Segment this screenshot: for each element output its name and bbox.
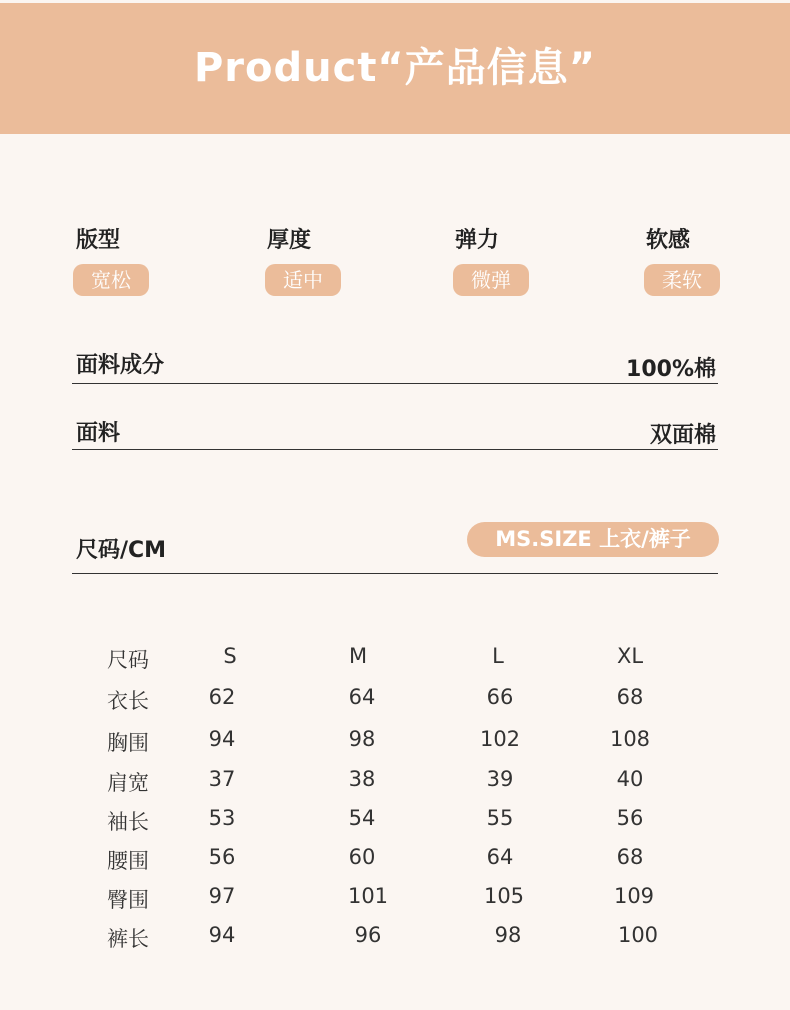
table-cell: 108	[609, 727, 651, 751]
attribute-value-pill: 宽松	[73, 264, 149, 296]
table-row	[0, 845, 790, 879]
table-cell: 98	[494, 923, 522, 947]
table-cell: 96	[354, 923, 382, 947]
table-header-cell: M	[348, 644, 368, 668]
table-row	[0, 767, 790, 801]
table-row	[0, 884, 790, 918]
table-cell: 100	[617, 923, 659, 947]
table-cell: 39	[486, 767, 514, 791]
attribute-elasticity	[455, 226, 575, 296]
composition-value: 100%棉	[626, 357, 716, 382]
table-cell: 56	[208, 845, 236, 869]
table-cell: 62	[208, 685, 236, 709]
table-cell: 94	[208, 727, 236, 751]
table-cell: 裤长	[107, 927, 149, 951]
table-cell: 102	[479, 727, 521, 751]
table-cell: 97	[208, 884, 236, 908]
table-cell: 40	[616, 767, 644, 791]
table-row	[0, 923, 790, 957]
table-row	[0, 806, 790, 840]
fabric-value: 双面棉	[649, 423, 716, 448]
attribute-label: 版型	[76, 228, 121, 253]
table-cell: 37	[208, 767, 236, 791]
table-header-row	[0, 644, 790, 678]
table-cell: 66	[486, 685, 514, 709]
table-row	[0, 727, 790, 761]
table-header-cell: XL	[616, 644, 644, 668]
table-cell: 衣长	[107, 689, 149, 713]
table-cell: 38	[348, 767, 376, 791]
table-cell: 64	[486, 845, 514, 869]
table-cell: 袖长	[107, 810, 149, 834]
table-cell: 105	[483, 884, 525, 908]
table-header-cell: S	[223, 644, 237, 668]
table-cell: 54	[348, 806, 376, 830]
table-cell: 56	[616, 806, 644, 830]
page-title: Product“产品信息”	[193, 45, 597, 91]
table-row	[0, 685, 790, 719]
size-section-label: 尺码/CM	[76, 538, 167, 563]
table-cell: 60	[348, 845, 376, 869]
table-cell: 腰围	[107, 849, 149, 873]
attribute-fit	[76, 226, 196, 296]
attribute-softness	[646, 226, 766, 296]
attribute-label: 厚度	[267, 228, 312, 253]
fabric-label: 面料	[76, 421, 121, 446]
table-cell: 臀围	[107, 888, 149, 912]
table-cell: 64	[348, 685, 376, 709]
table-cell: 53	[208, 806, 236, 830]
composition-label: 面料成分	[76, 353, 165, 378]
attribute-thickness	[267, 226, 387, 296]
table-header-cell: L	[492, 644, 504, 668]
attribute-label: 弹力	[455, 228, 500, 253]
composition-row	[72, 340, 718, 384]
table-cell: 55	[486, 806, 514, 830]
table-cell: 98	[348, 727, 376, 751]
attribute-value-pill: 微弹	[453, 264, 529, 296]
header-banner	[0, 3, 790, 134]
table-cell: 94	[208, 923, 236, 947]
table-cell: 101	[347, 884, 389, 908]
attribute-value-pill: 适中	[265, 264, 341, 296]
attribute-label: 软感	[646, 228, 691, 253]
table-header-cell: 尺码	[107, 648, 149, 672]
table-cell: 68	[616, 685, 644, 709]
table-cell: 胸围	[107, 731, 149, 755]
table-cell: 肩宽	[107, 771, 149, 795]
attribute-value-pill: 柔软	[644, 264, 720, 296]
table-cell: 109	[613, 884, 655, 908]
table-cell: 68	[616, 845, 644, 869]
size-badge: MS.SIZE 上衣/裤子	[467, 522, 719, 557]
fabric-row	[72, 406, 718, 450]
